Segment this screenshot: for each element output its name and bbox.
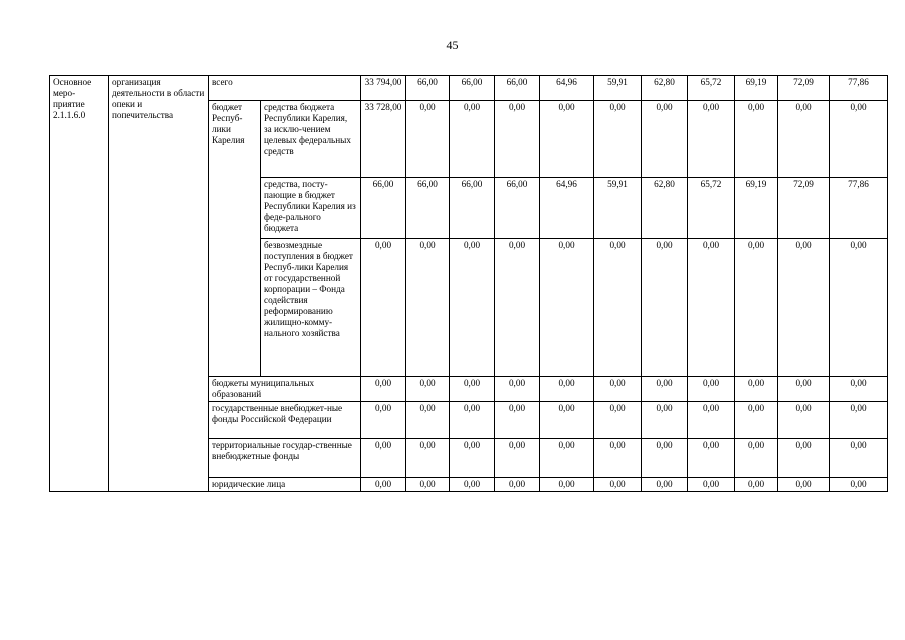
value-cell: 0,00 [495, 239, 540, 377]
value-cell: 0,00 [540, 439, 594, 478]
row-label: государственные внебюджет-ные фонды Российской Федерации [209, 402, 361, 439]
value-cell: 0,00 [642, 101, 688, 178]
value-cell: 0,00 [688, 239, 735, 377]
value-cell: 66,00 [406, 76, 450, 101]
value-cell: 0,00 [735, 377, 778, 402]
row-label: территориальные государ-ственные внебюджетные фонды [209, 439, 361, 478]
value-cell: 0,00 [830, 478, 888, 492]
value-cell: 0,00 [495, 402, 540, 439]
value-cell: 0,00 [830, 239, 888, 377]
value-cell: 33 728,00 [361, 101, 406, 178]
value-cell: 0,00 [361, 439, 406, 478]
budget-table [49, 75, 888, 492]
row-label: всего [209, 76, 361, 101]
row-label: средства, посту-пающие в бюджет Республики Карелия из феде-рального бюджета [261, 178, 361, 239]
value-cell: 0,00 [778, 402, 830, 439]
value-cell: 0,00 [642, 402, 688, 439]
value-cell: 0,00 [594, 478, 642, 492]
value-cell: 0,00 [642, 478, 688, 492]
value-cell: 0,00 [594, 402, 642, 439]
value-cell: 0,00 [450, 478, 495, 492]
value-cell: 65,72 [688, 76, 735, 101]
value-cell: 64,96 [540, 178, 594, 239]
value-cell: 72,09 [778, 178, 830, 239]
value-cell: 59,91 [594, 178, 642, 239]
value-cell: 33 794,00 [361, 76, 406, 101]
value-cell: 0,00 [406, 377, 450, 402]
value-cell: 0,00 [540, 377, 594, 402]
value-cell: 64,96 [540, 76, 594, 101]
value-cell: 69,19 [735, 76, 778, 101]
table-row [50, 76, 888, 101]
value-cell: 66,00 [495, 178, 540, 239]
value-cell: 69,19 [735, 178, 778, 239]
value-cell: 77,86 [830, 76, 888, 101]
value-cell: 0,00 [540, 239, 594, 377]
value-cell: 0,00 [778, 101, 830, 178]
value-cell: 0,00 [406, 101, 450, 178]
value-cell: 0,00 [361, 478, 406, 492]
value-cell: 66,00 [450, 178, 495, 239]
value-cell: 0,00 [450, 239, 495, 377]
value-cell: 0,00 [642, 439, 688, 478]
row-label: средства бюджета Республики Карелия, за исклю-чением целевых федеральных средств [261, 101, 361, 178]
value-cell: 0,00 [778, 239, 830, 377]
value-cell: 0,00 [540, 101, 594, 178]
value-cell: 0,00 [495, 439, 540, 478]
value-cell: 65,72 [688, 178, 735, 239]
value-cell: 0,00 [642, 239, 688, 377]
value-cell: 0,00 [450, 101, 495, 178]
value-cell: 0,00 [594, 439, 642, 478]
page-number: 45 [446, 38, 459, 52]
value-cell: 0,00 [495, 478, 540, 492]
value-cell: 0,00 [406, 402, 450, 439]
value-cell: 0,00 [450, 402, 495, 439]
row-label: юридические лица [209, 478, 361, 492]
value-cell: 62,80 [642, 178, 688, 239]
value-cell: 0,00 [361, 402, 406, 439]
value-cell: 0,00 [830, 402, 888, 439]
value-cell: 0,00 [735, 101, 778, 178]
value-cell: 0,00 [830, 439, 888, 478]
value-cell: 0,00 [594, 101, 642, 178]
value-cell: 66,00 [361, 178, 406, 239]
value-cell: 59,91 [594, 76, 642, 101]
value-cell: 0,00 [735, 239, 778, 377]
measure-code: Основное меро-приятие 2.1.1.6.0 [50, 76, 109, 492]
value-cell: 0,00 [450, 377, 495, 402]
value-cell: 0,00 [495, 101, 540, 178]
value-cell: 0,00 [688, 478, 735, 492]
value-cell: 0,00 [778, 439, 830, 478]
value-cell: 0,00 [594, 377, 642, 402]
value-cell: 0,00 [594, 239, 642, 377]
value-cell: 77,86 [830, 178, 888, 239]
value-cell: 0,00 [406, 439, 450, 478]
value-cell: 0,00 [406, 239, 450, 377]
value-cell: 0,00 [540, 402, 594, 439]
value-cell: 0,00 [361, 239, 406, 377]
value-cell: 0,00 [540, 478, 594, 492]
value-cell: 66,00 [450, 76, 495, 101]
value-cell: 0,00 [830, 377, 888, 402]
value-cell: 0,00 [495, 377, 540, 402]
value-cell: 0,00 [406, 478, 450, 492]
value-cell: 0,00 [735, 439, 778, 478]
row-label: бюджеты муниципальных образований [209, 377, 361, 402]
value-cell: 0,00 [778, 377, 830, 402]
value-cell: 0,00 [735, 478, 778, 492]
value-cell: 0,00 [778, 478, 830, 492]
value-cell: 62,80 [642, 76, 688, 101]
value-cell: 66,00 [495, 76, 540, 101]
value-cell: 0,00 [688, 402, 735, 439]
value-cell: 0,00 [735, 402, 778, 439]
value-cell: 0,00 [688, 101, 735, 178]
value-cell: 66,00 [406, 178, 450, 239]
row-label: безвозмездные поступления в бюджет Респуб-лики Карелия от государственной корпорации – Фонда содействия реформированию жилищно-комму-нального хозяйства [261, 239, 361, 377]
value-cell: 0,00 [688, 439, 735, 478]
measure-description: организация деятельности в области опеки и попечительства [109, 76, 209, 492]
value-cell: 72,09 [778, 76, 830, 101]
value-cell: 0,00 [361, 377, 406, 402]
value-cell: 0,00 [642, 377, 688, 402]
value-cell: 0,00 [688, 377, 735, 402]
budget-group-label: бюджет Респуб-лики Карелия [209, 101, 261, 377]
value-cell: 0,00 [450, 439, 495, 478]
value-cell: 0,00 [830, 101, 888, 178]
